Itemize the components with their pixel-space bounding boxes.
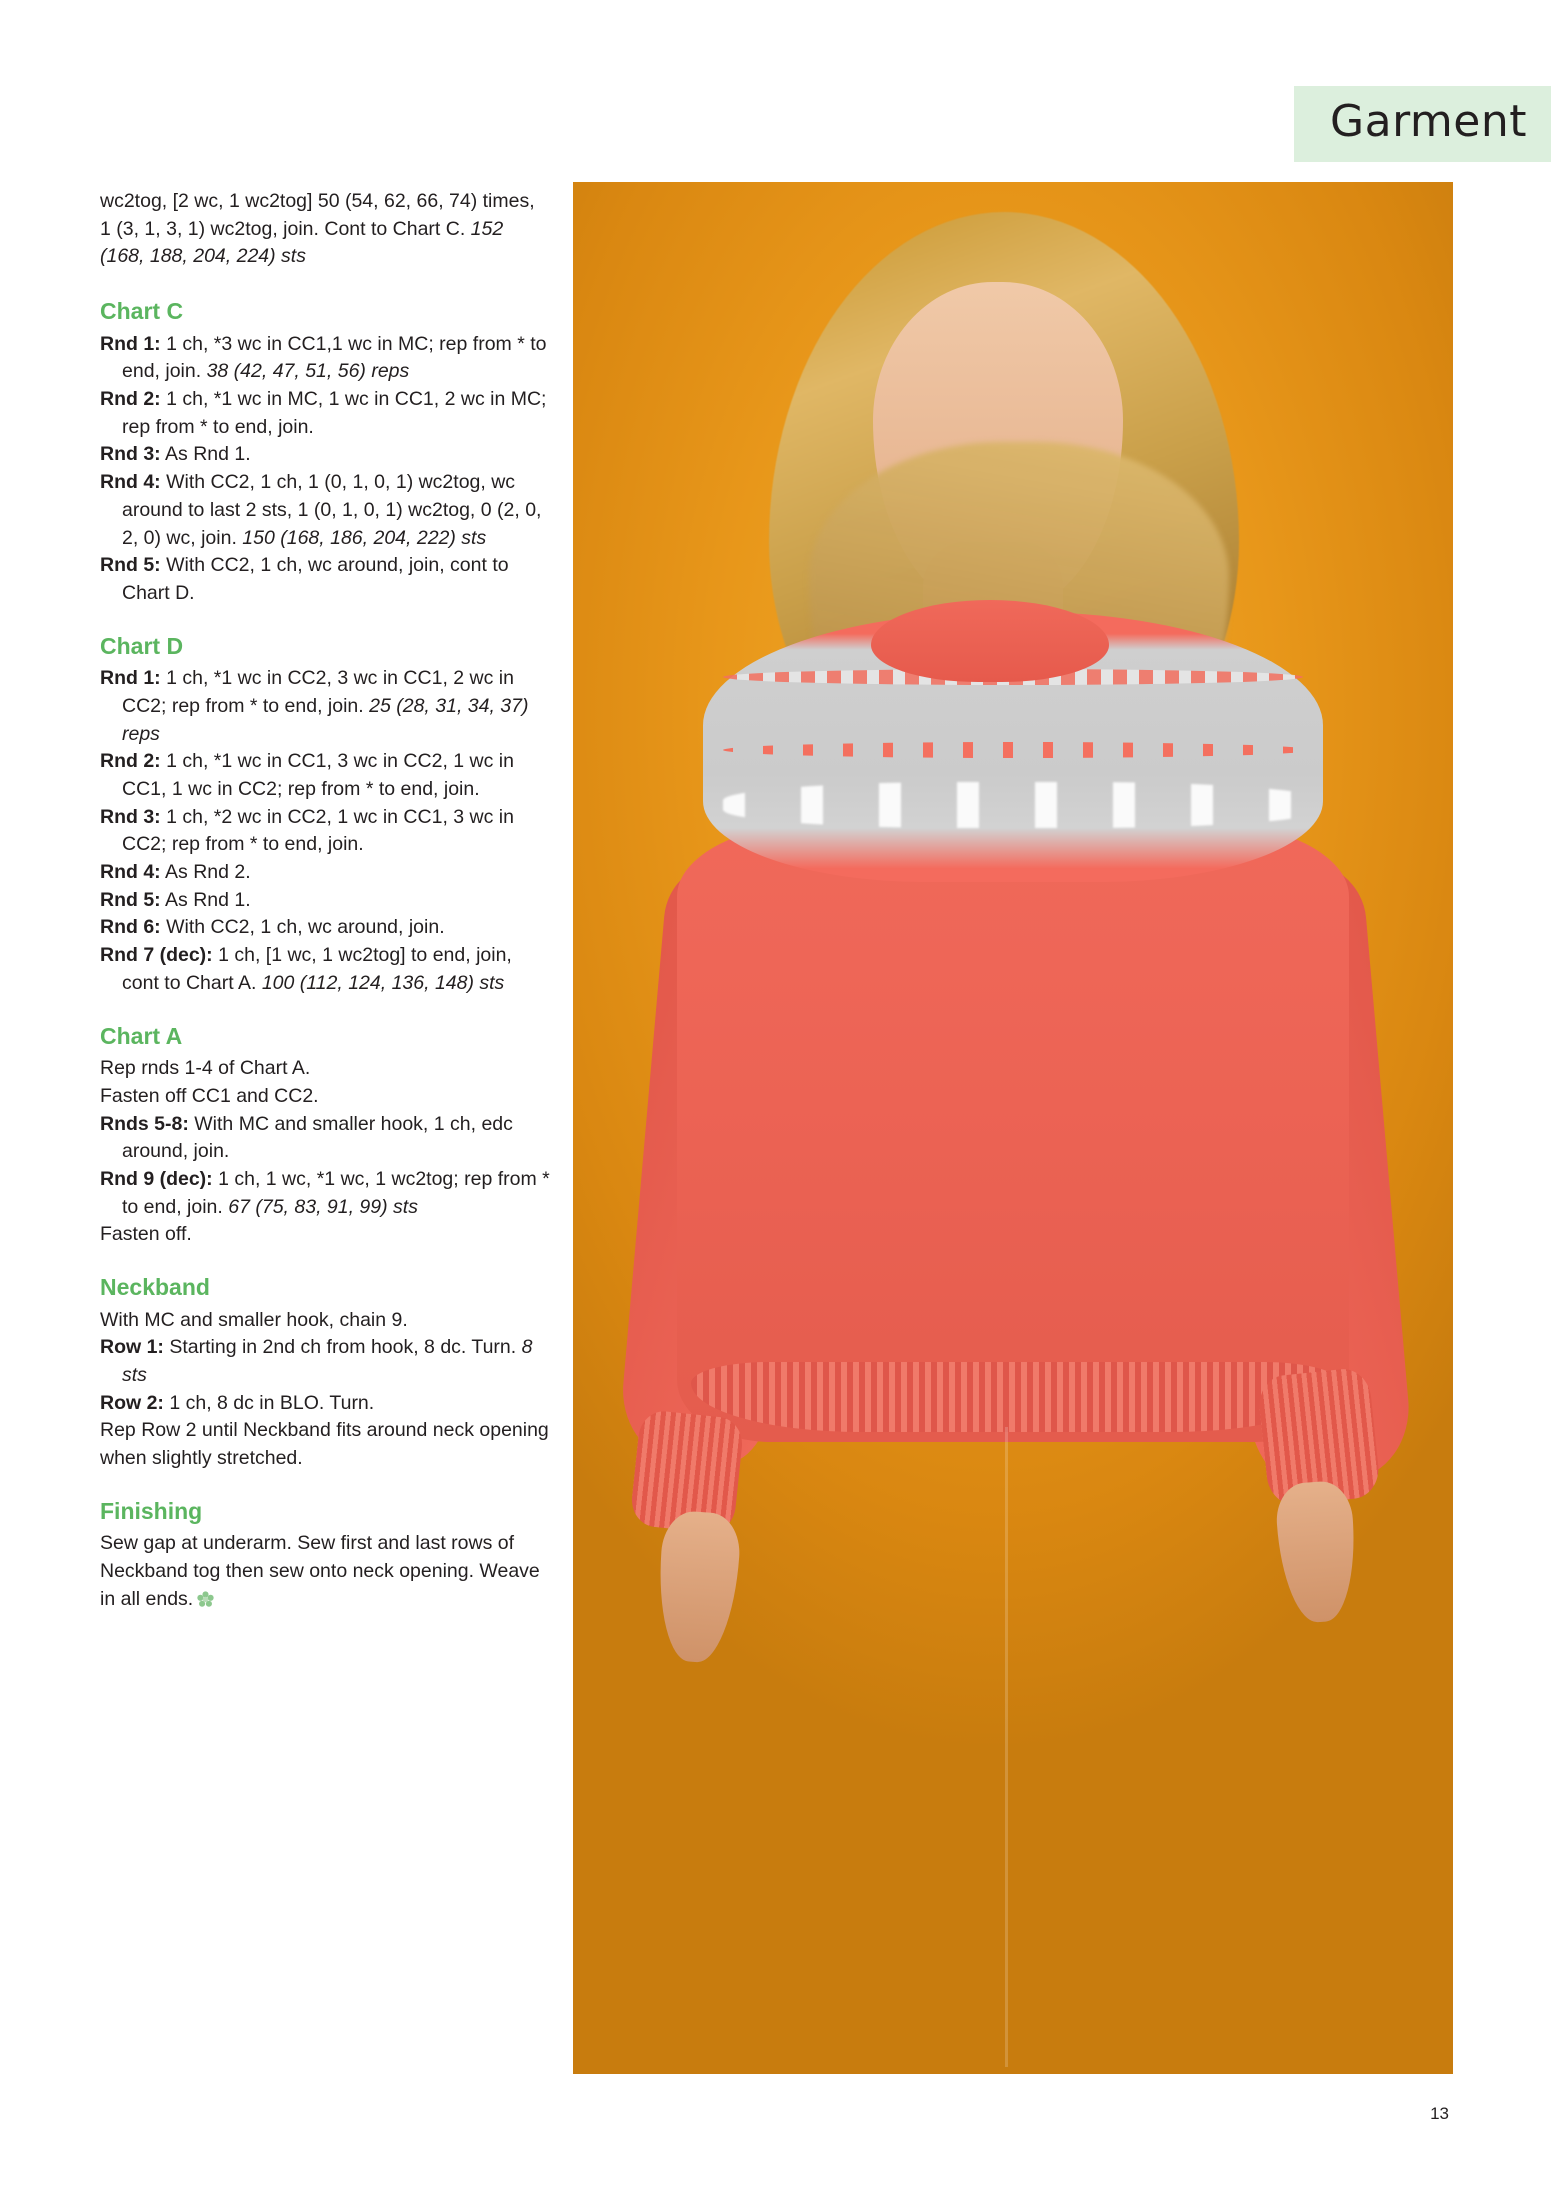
finishing-line: Sew gap at underarm. Sew first and last rows of Neckband tog then sew onto neck opening. Weave in all ends. <box>100 1532 540 1610</box>
intro-stitch-count: 152 (168, 188, 204, 224) sts <box>100 217 504 268</box>
row-label: Rnd 5: <box>100 888 161 911</box>
instruction-line: Rep rnds 1-4 of Chart A. <box>100 1057 311 1080</box>
row-stitch-count: 8 sts <box>122 1336 533 1386</box>
garment-photo <box>573 182 1453 2074</box>
row-label: Rnd 1: <box>100 667 161 690</box>
jeans-seam <box>1005 1427 1008 2067</box>
row-text: 1 ch, *1 wc in CC1, 3 wc in CC2, 1 wc in CC1, 1 wc in CC2; rep from * to end, join. <box>122 750 514 800</box>
instruction-row <box>100 887 550 915</box>
row-text: 1 ch, *3 wc in CC1,1 wc in MC; rep from * to end, join. <box>122 332 547 383</box>
row-label: Rnd 9 (dec): <box>100 1167 213 1190</box>
row-label: Rnd 2: <box>100 388 161 411</box>
row-label: Rnd 4: <box>100 861 161 884</box>
instruction-row <box>100 552 550 607</box>
model-jeans <box>731 1417 1291 2074</box>
sweater-body <box>677 822 1349 1442</box>
row-stitch-count: 25 (28, 31, 34, 37) reps <box>122 694 529 745</box>
section-heading-neckband: Neckband <box>100 1273 210 1300</box>
row-text: With CC2, 1 ch, wc around, join. <box>160 916 445 939</box>
row-label: Rnd 7 (dec): <box>100 944 213 967</box>
instruction-row <box>100 859 550 887</box>
row-text: 1 ch, 8 dc in BLO. Turn. <box>163 1391 375 1414</box>
section-heading-finishing: Finishing <box>100 1497 203 1524</box>
page-header-title: Garment <box>1330 96 1527 147</box>
instruction-row <box>100 1334 550 1389</box>
row-text: 1 ch, [1 wc, 1 wc2tog] to end, join, cont to Chart A. <box>122 944 512 994</box>
instruction-line: Fasten off CC1 and CC2. <box>100 1084 319 1107</box>
section-heading-chart-d: Chart D <box>100 632 184 659</box>
page-number: 13 <box>1430 2104 1449 2123</box>
instruction-row <box>100 469 550 552</box>
row-text: As Rnd 1. <box>160 888 251 911</box>
instruction-row <box>100 1111 550 1166</box>
row-label: Rnd 5: <box>100 554 161 577</box>
instruction-row <box>100 441 550 469</box>
instruction-row <box>100 1166 550 1221</box>
row-label: Rnds 5-8: <box>100 1112 189 1135</box>
row-text: 1 ch, 1 wc, *1 wc, 1 wc2tog; rep from * to end, join. <box>122 1167 550 1218</box>
row-label: Rnd 2: <box>100 750 161 773</box>
row-text: With CC2, 1 ch, wc around, join, cont to Chart D. <box>122 554 509 604</box>
intro-paragraph <box>100 188 550 271</box>
instruction-row <box>100 804 550 859</box>
instruction-row <box>100 665 550 748</box>
row-text: As Rnd 1. <box>160 443 251 466</box>
instruction-line: Fasten off. <box>100 1223 192 1246</box>
finishing-text <box>100 1530 550 1613</box>
sweater-collar <box>871 600 1109 682</box>
row-label: Row 1: <box>100 1336 164 1359</box>
section-heading-chart-c: Chart C <box>100 298 184 325</box>
flower-endmark-icon <box>197 1591 214 1608</box>
instruction-row <box>100 942 550 997</box>
row-label: Rnd 3: <box>100 805 161 828</box>
row-label: Rnd 4: <box>100 471 161 494</box>
row-text: With CC2, 1 ch, 1 (0, 1, 0, 1) wc2tog, wc around to last 2 sts, 1 (0, 1, 0, 1) wc2tog, 0 (2, 0, 2, 0) wc, join. <box>122 471 542 549</box>
row-label: Row 2: <box>100 1391 164 1414</box>
yoke-pattern-band-middle <box>723 742 1313 758</box>
row-text: 1 ch, *1 wc in MC, 1 wc in CC1, 2 wc in MC; rep from * to end, join. <box>122 388 547 438</box>
row-text: As Rnd 2. <box>160 861 251 884</box>
instruction-row <box>100 748 550 803</box>
row-label: Rnd 3: <box>100 443 161 466</box>
row-label: Rnd 1: <box>100 332 161 355</box>
row-text: 1 ch, *2 wc in CC2, 1 wc in CC1, 3 wc in CC2; rep from * to end, join. <box>122 805 514 856</box>
row-label: Rnd 6: <box>100 916 161 939</box>
instruction-line: With MC and smaller hook, chain 9. <box>100 1308 408 1331</box>
row-stitch-count: 100 (112, 124, 136, 148) sts <box>261 971 505 994</box>
row-stitch-count: 67 (75, 83, 91, 99) sts <box>228 1195 418 1218</box>
intro-text: wc2tog, [2 wc, 1 wc2tog] 50 (54, 62, 66, 74) times, 1 (3, 1, 3, 1) wc2tog, join. Cont to Chart C. <box>100 190 535 240</box>
row-text: 1 ch, *1 wc in CC2, 3 wc in CC1, 2 wc in CC2; rep from * to end, join. <box>122 667 514 717</box>
row-text: With MC and smaller hook, 1 ch, edc around, join. <box>122 1112 513 1163</box>
instruction-row <box>100 1390 550 1418</box>
pattern-text-column <box>100 188 550 1613</box>
instruction-row <box>100 331 550 386</box>
instruction-row <box>100 914 550 942</box>
row-text: Starting in 2nd ch from hook, 8 dc. Turn. <box>163 1336 522 1359</box>
row-stitch-count: 38 (42, 47, 51, 56) reps <box>206 360 410 383</box>
yoke-snowflake-band <box>723 782 1323 828</box>
section-heading-chart-a: Chart A <box>100 1022 183 1049</box>
instruction-line: Rep Row 2 until Neckband fits around neck opening when slightly stretched. <box>100 1419 549 1470</box>
page-header-tab <box>1294 86 1551 162</box>
instruction-row <box>100 386 550 441</box>
row-stitch-count: 150 (168, 186, 204, 222) sts <box>242 526 487 549</box>
